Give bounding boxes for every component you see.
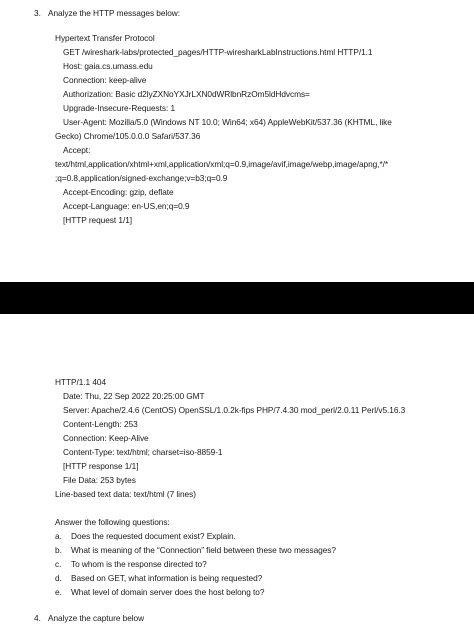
- request-line: Host: gaia.cs.umass.edu: [63, 61, 153, 71]
- request-line: Upgrade-Insecure-Requests: 1: [63, 103, 176, 113]
- question-letter: a.: [55, 531, 62, 541]
- question-letter: d.: [55, 573, 62, 583]
- black-divider-band: [0, 282, 474, 314]
- response-line: HTTP/1.1 404: [55, 377, 107, 387]
- request-line: GET /wireshark-labs/protected_pages/HTTP-wiresharkLabInstructions.html HTTP/1.1: [63, 47, 373, 57]
- request-line: Connection: keep-alive: [63, 75, 147, 85]
- response-line: Content-Length: 253: [63, 419, 138, 429]
- question-text: Does the requested document exist? Explain.: [71, 531, 236, 541]
- request-line: text/html,application/xhtml+xml,application/xml;q=0.9,image/avif,image/webp,image/apng,*/*: [55, 159, 389, 169]
- request-line: Gecko) Chrome/105.0.0.0 Safari/537.36: [55, 131, 201, 141]
- request-line: Accept:: [63, 145, 91, 155]
- request-line: Accept-Language: en-US,en;q=0.9: [63, 201, 190, 211]
- question-3-title: Analyze the HTTP messages below:: [48, 8, 180, 18]
- question-text: What level of domain server does the host belong to?: [71, 587, 265, 597]
- response-line: [HTTP response 1/1]: [63, 461, 139, 471]
- response-line: Date: Thu, 22 Sep 2022 20:25:00 GMT: [63, 391, 205, 401]
- question-4-title: Analyze the capture below: [48, 613, 145, 623]
- request-line: Hypertext Transfer Protocol: [55, 33, 155, 43]
- question-text: What is meaning of the “Connection” field between these two messages?: [71, 545, 336, 555]
- top-panel: [0, 0, 474, 282]
- request-line: User-Agent: Mozilla/5.0 (Windows NT 10.0; Win64; x64) AppleWebKit/537.36 (KHTML, like: [63, 117, 392, 127]
- response-line: Connection: Keep-Alive: [63, 433, 149, 443]
- response-line: Line-based text data: text/html (7 lines): [55, 489, 196, 499]
- request-line: [HTTP request 1/1]: [63, 215, 133, 225]
- request-line: ;q=0.8,application/signed-exchange;v=b3;q=0.9: [55, 173, 228, 183]
- question-letter: c.: [55, 559, 62, 569]
- response-line: Content-Type: text/html; charset=iso-8859-1: [63, 447, 223, 457]
- request-line: Authorization: Basic d2lyZXNoYXJrLXN0dWRlbnRzOm5ldHdvcms=: [63, 89, 310, 99]
- request-line: Accept-Encoding: gzip, deflate: [63, 187, 174, 197]
- question-letter: b.: [55, 545, 62, 555]
- question-text: To whom is the response directed to?: [71, 559, 207, 569]
- question-3-number: 3.: [34, 8, 41, 18]
- response-line: File Data: 253 bytes: [63, 475, 136, 485]
- questions-heading: Answer the following questions:: [55, 517, 170, 527]
- question-4-number: 4.: [34, 613, 41, 623]
- response-line: Server: Apache/2.4.6 (CentOS) OpenSSL/1.0.2k-fips PHP/7.4.30 mod_perl/2.0.11 Perl/v5.16.3: [63, 405, 406, 415]
- question-letter: e.: [55, 587, 62, 597]
- question-text: Based on GET, what information is being requested?: [71, 573, 263, 583]
